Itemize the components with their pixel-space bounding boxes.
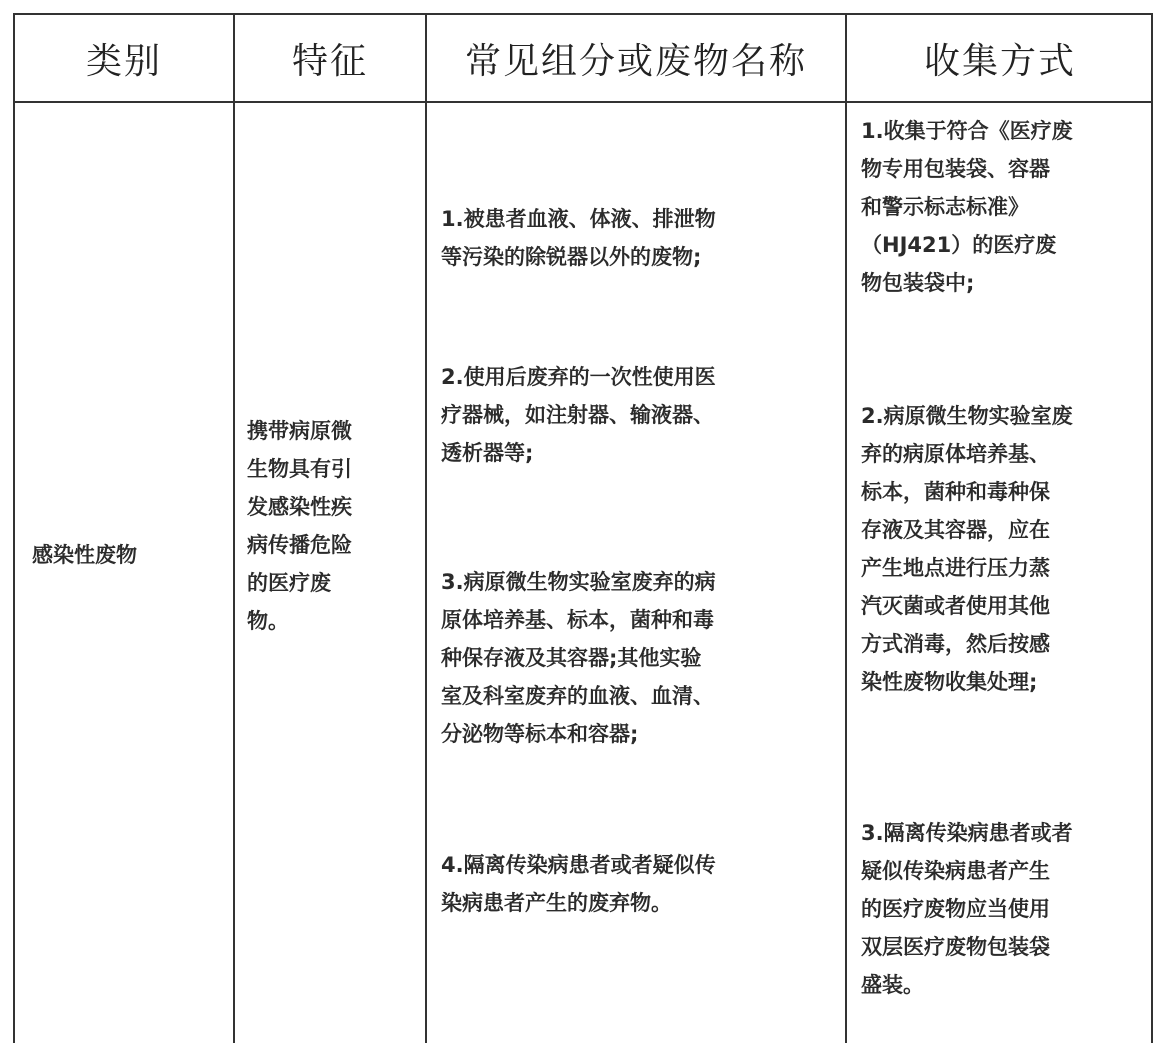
collection-item-2: 2.病原微生物实验室废 弃的病原体培养基、 标本，菌种和毒种保 存液及其容器，应在 产生地点进行压力蒸 汽灭菌或者使用其他 方式消毒，然后按感 染性废物收集处理; (861, 404, 1073, 694)
collection-item-3: 3.隔离传染病患者或者 疑似传染病患者产生 的医疗废物应当使用 双层医疗废物包装袋 盛装。 (861, 821, 1073, 997)
row-feature: 携带病原微 生物具有引 发感染性疾 病传播危险 的医疗废 物。 (247, 419, 352, 633)
column-divider (425, 15, 427, 1043)
header-collection: 收集方式 (923, 40, 1076, 82)
waste-classification-table (13, 13, 1153, 1043)
component-item-1: 1.被患者血液、体液、排泄物 等污染的除锐器以外的废物; (441, 207, 716, 269)
column-divider (233, 15, 235, 1043)
component-item-3: 3.病原微生物实验室废弃的病 原体培养基、标本，菌种和毒 种保存液及其容器;其他实验 室及科室废弃的血液、血清、 分泌物等标本和容器; (441, 570, 716, 746)
header-feature: 特征 (291, 40, 368, 82)
component-item-2: 2.使用后废弃的一次性使用医 疗器械，如注射器、输液器、 透析器等; (441, 365, 716, 465)
column-divider (845, 15, 847, 1043)
header-category: 类别 (85, 40, 162, 82)
collection-item-1: 1.收集于符合《医疗废 物专用包装袋、容器 和警示标志标准》 （HJ421）的医疗废 物包装袋中; (861, 119, 1073, 295)
row-category: 感染性废物 (32, 543, 137, 567)
header-divider (15, 101, 1151, 103)
header-components: 常见组分或废物名称 (464, 40, 807, 82)
component-item-4: 4.隔离传染病患者或者疑似传 染病患者产生的废弃物。 (441, 853, 716, 915)
